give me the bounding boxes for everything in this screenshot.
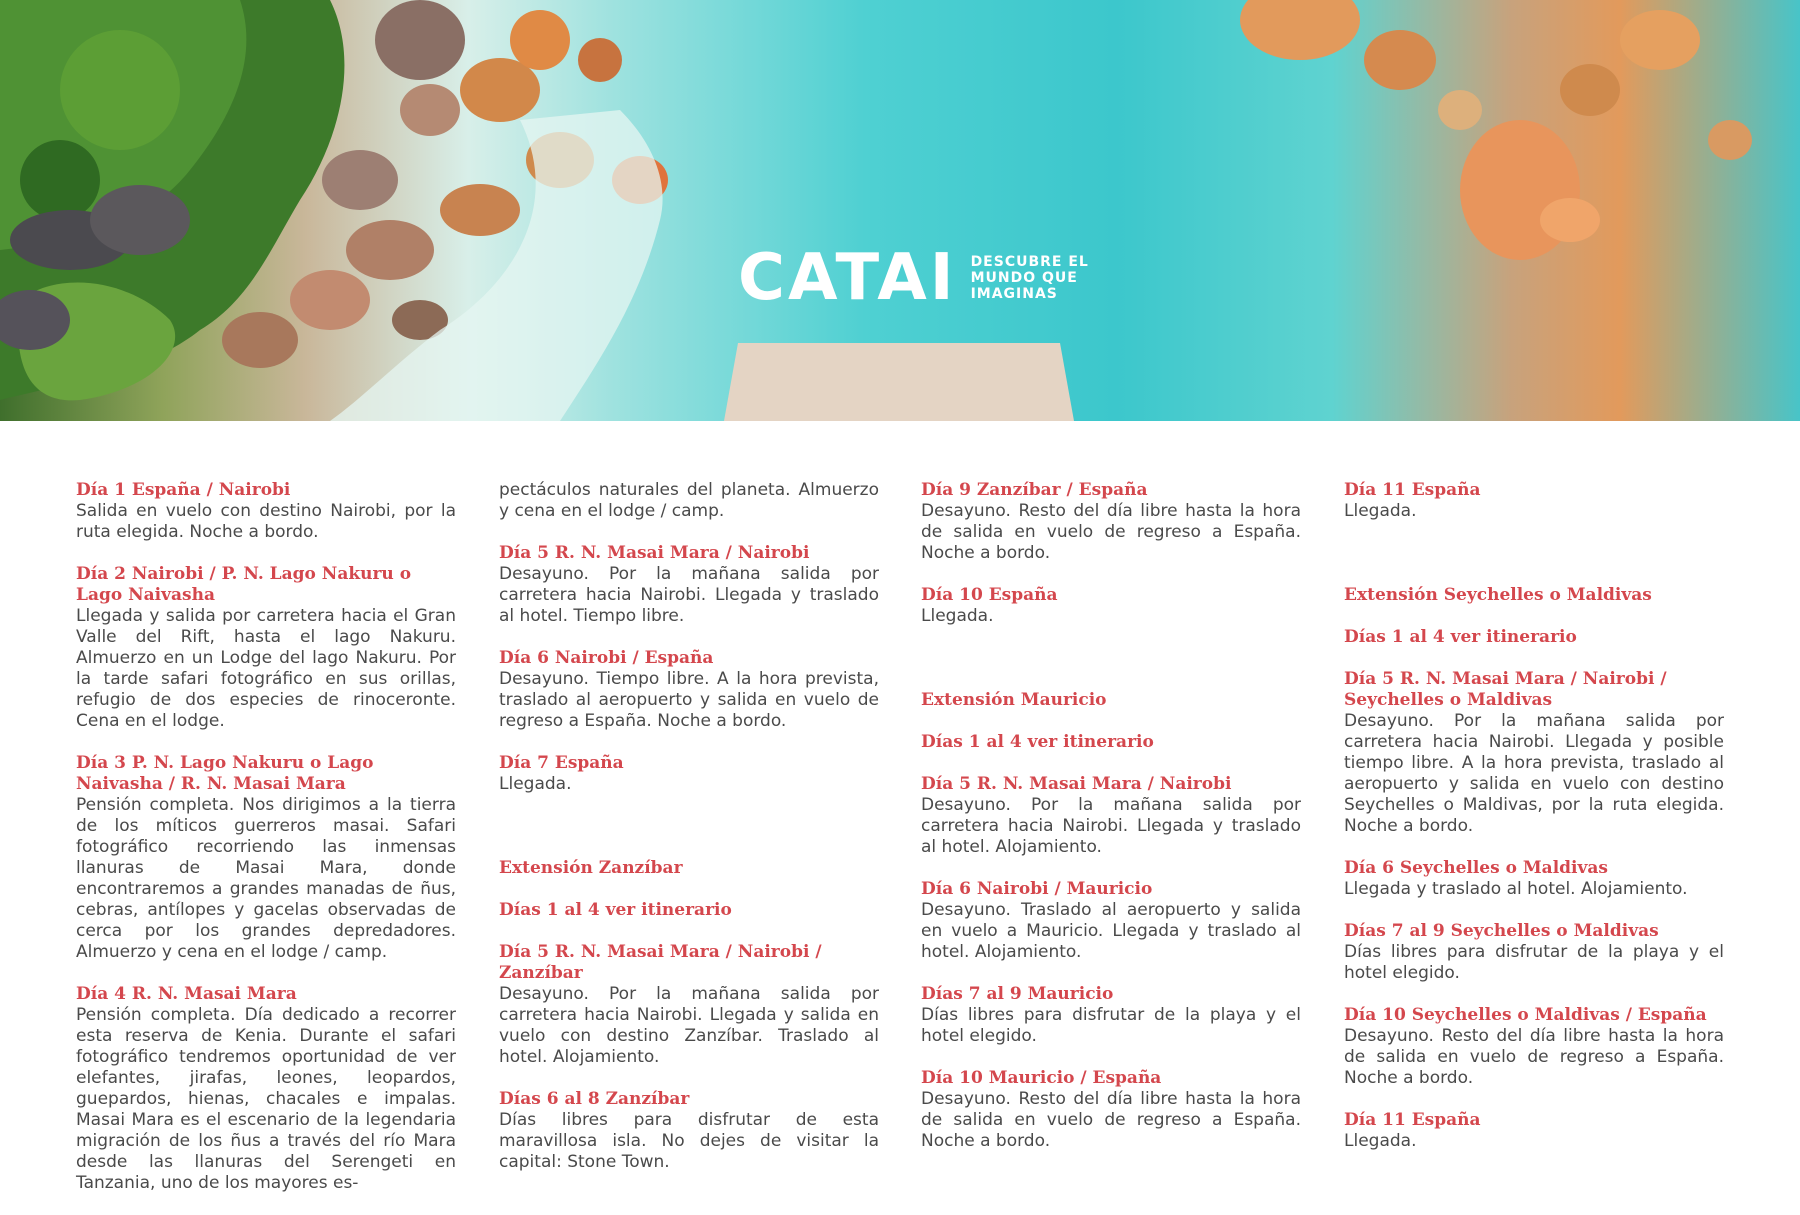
- day-heading: Día 3 P. N. Lago Nakuru o Lago Naivasha / R. N. Masai Mara: [76, 753, 374, 794]
- day-heading: Día 6 Nairobi / Mauricio: [921, 879, 1153, 899]
- itinerary-day: [921, 774, 1301, 858]
- day-description: Desayuno. Por la mañana salida por carretera hacia Nairobi. Llegada y salida en vuelo con destino Zanzíbar. Traslado al hotel. Alojamiento.: [499, 984, 879, 1067]
- day-heading: Día 5 R. N. Masai Mara / Nairobi: [499, 543, 810, 563]
- day-heading: Día 9 Zanzíbar / España: [921, 480, 1148, 500]
- itinerary-day: [1344, 1110, 1724, 1152]
- day-description: Llegada.: [1344, 501, 1417, 521]
- day-heading: Día 5 R. N. Masai Mara / Nairobi / Seychelles o Maldivas: [1344, 669, 1667, 710]
- day-description: Días libres para disfrutar de la playa y el hotel elegido.: [921, 1005, 1301, 1046]
- itinerary-day: [921, 585, 1301, 627]
- column-3: [921, 480, 1301, 1173]
- day-heading: Días 7 al 9 Mauricio: [921, 984, 1114, 1004]
- day-description: Desayuno. Traslado al aeropuerto y salida en vuelo a Mauricio. Llegada y traslado al hotel. Alojamiento.: [921, 900, 1301, 962]
- itinerary-day: [499, 648, 879, 732]
- day-description: Desayuno. Por la mañana salida por carretera hacia Nairobi. Llegada y posible tiempo libre. A la hora prevista, traslado al aeropuerto y salida en vuelo con destino Seychelles o Maldivas, por la ruta elegida. Noche a bordo.: [1344, 711, 1724, 836]
- day-description: Desayuno. Resto del día libre hasta la hora de salida en vuelo de regreso a España. Noche a bordo.: [1344, 1026, 1724, 1088]
- itinerary-day: [921, 984, 1301, 1047]
- itinerary-day: [1344, 921, 1724, 984]
- day-description: Días libres para disfrutar de esta maravillosa isla. No dejes de visitar la capital: Stone Town.: [499, 1110, 879, 1172]
- extension-reference: Días 1 al 4 ver itinerario: [921, 732, 1154, 752]
- day-description: Llegada.: [1344, 1131, 1417, 1151]
- day-heading: Día 5 R. N. Masai Mara / Nairobi: [921, 774, 1232, 794]
- itinerary-day: [76, 753, 456, 963]
- itinerary-day: [921, 1068, 1301, 1152]
- extension-reference: Días 1 al 4 ver itinerario: [499, 900, 732, 920]
- day-description: Pensión completa. Nos dirigimos a la tierra de los míticos guerreros masai. Safari fotográfico recorriendo las inmensas llanuras de Masai Mara, donde encontraremos a grandes manadas de ñus, cebras, antílopes y gacelas observadas de cerca por los grandes depredadores. Almuerzo y cena en el lodge / camp.: [76, 795, 456, 962]
- day-description: Salida en vuelo con destino Nairobi, por la ruta elegida. Noche a bordo.: [76, 501, 456, 542]
- day-heading: Día 4 R. N. Masai Mara: [76, 984, 297, 1004]
- day-description: Desayuno. Por la mañana salida por carretera hacia Nairobi. Llegada y traslado al hotel. Tiempo libre.: [499, 564, 879, 626]
- extension-title: Extensión Seychelles o Maldivas: [1344, 585, 1652, 605]
- itinerary-day: [76, 984, 456, 1194]
- day-heading: Día 11 España: [1344, 480, 1481, 500]
- itinerary-day: [76, 564, 456, 732]
- itinerary-day: [921, 879, 1301, 963]
- catai-logo: [738, 241, 1089, 315]
- day-heading: Día 1 España / Nairobi: [76, 480, 291, 500]
- day-description: Llegada.: [921, 606, 994, 626]
- day-heading: Día 6 Nairobi / España: [499, 648, 714, 668]
- tagline-line: DESCUBRE EL: [970, 254, 1089, 270]
- day-description: Desayuno. Resto del día libre hasta la hora de salida en vuelo de regreso a España. Noche a bordo.: [921, 501, 1301, 563]
- day-description: Llegada.: [499, 774, 572, 794]
- itinerary-day: [1344, 480, 1724, 522]
- hero-banner: [0, 0, 1800, 421]
- day-description: Desayuno. Resto del día libre hasta la hora de salida en vuelo de regreso a España. Noche a bordo.: [921, 1089, 1301, 1151]
- logo-wordmark: CATAI: [738, 241, 957, 315]
- day-heading: Día 10 Mauricio / España: [921, 1068, 1162, 1088]
- itinerary-day: [499, 942, 879, 1068]
- day-description: Días libres para disfrutar de la playa y el hotel elegido.: [1344, 942, 1724, 983]
- day-heading: Días 7 al 9 Seychelles o Maldivas: [1344, 921, 1659, 941]
- itinerary-day: [76, 480, 456, 543]
- itinerary-day: [499, 1089, 879, 1173]
- day-description: Llegada y salida por carretera hacia el Gran Valle del Rift, hasta el lago Nakuru. Almuerzo en un Lodge del lago Nakuru. Por la tarde safari fotográfico en sus orillas, refugio de dos especies de rinoceronte. Cena en el lodge.: [76, 606, 456, 731]
- decorative-tab: [724, 343, 1074, 421]
- logo-tagline: [971, 254, 1089, 302]
- itinerary-day: [499, 543, 879, 627]
- day-heading: Día 10 España: [921, 585, 1058, 605]
- extension-title: Extensión Zanzíbar: [499, 858, 683, 878]
- column-1: [76, 480, 456, 1215]
- day-heading: Día 11 España: [1344, 1110, 1481, 1130]
- day-heading: Día 2 Nairobi / P. N. Lago Nakuru o Lago Naivasha: [76, 564, 412, 605]
- itinerary-day: [499, 753, 879, 795]
- day-heading: Día 6 Seychelles o Maldivas: [1344, 858, 1608, 878]
- day-heading: Días 6 al 8 Zanzíbar: [499, 1089, 690, 1109]
- itinerary-day: [1344, 1005, 1724, 1089]
- day-description: Pensión completa. Día dedicado a recorrer esta reserva de Kenia. Durante el safari fotográfico tendremos oportunidad de ver elefantes, jirafas, leones, leopardos, guepardos, hienas, chacales e impalas. Masai Mara es el escenario de la legendaria migración de los ñus a través del río Mara desde las llanuras del Serengeti en Tanzania, uno de los mayores es-: [76, 1005, 456, 1193]
- tagline-line: MUNDO QUE: [970, 270, 1078, 286]
- tagline-line: IMAGINAS: [970, 286, 1058, 302]
- extension-title: Extensión Mauricio: [921, 690, 1107, 710]
- column-4: [1344, 480, 1724, 1173]
- itinerary-day: [921, 480, 1301, 564]
- extension-reference: Días 1 al 4 ver itinerario: [1344, 627, 1577, 647]
- itinerary-day: [1344, 858, 1724, 900]
- day-description: Llegada y traslado al hotel. Alojamiento.: [1344, 879, 1688, 899]
- day-description: Desayuno. Tiempo libre. A la hora prevista, traslado al aeropuerto y salida en vuelo de regreso a España. Noche a bordo.: [499, 669, 879, 731]
- day-description: Desayuno. Por la mañana salida por carretera hacia Nairobi. Llegada y traslado al hotel. Alojamiento.: [921, 795, 1301, 857]
- itinerary-continuation: [499, 480, 879, 522]
- day-heading: Día 10 Seychelles o Maldivas / España: [1344, 1005, 1707, 1025]
- day-heading: Día 7 España: [499, 753, 624, 773]
- continued-description: pectáculos naturales del planeta. Almuerzo y cena en el lodge / camp.: [499, 480, 879, 521]
- day-heading: Día 5 R. N. Masai Mara / Nairobi / Zanzíbar: [499, 942, 822, 983]
- itinerary-day: [1344, 669, 1724, 837]
- column-2: [499, 480, 879, 1194]
